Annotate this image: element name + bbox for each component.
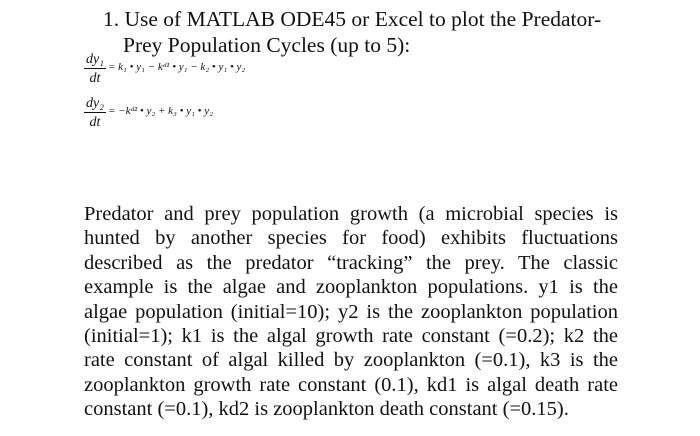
equation-right-side: = k₁ • y₁ − kᵈ¹ • y₁ − k₂ • y₁ • y₂ bbox=[108, 61, 246, 73]
paragraph-line: algae population (initial=10); y2 is the zooplankton population bbox=[84, 300, 618, 323]
paragraph-line: hunted by another species for food) exhibits fluctuations bbox=[84, 227, 618, 250]
derivative-fraction bbox=[84, 96, 106, 130]
description-paragraph bbox=[84, 202, 618, 422]
paragraph-line: constant (=0.1), kd2 is zooplankton death constant (=0.15). bbox=[84, 398, 569, 421]
question-line-1: 1. Use of MATLAB ODE45 or Excel to plot the Predator- bbox=[103, 7, 602, 31]
derivative-fraction bbox=[84, 52, 106, 86]
question-heading bbox=[103, 6, 623, 58]
fraction-denominator: dt bbox=[89, 115, 101, 130]
paragraph-line: zooplankton growth rate constant (0.1), kd1 is algal death rate bbox=[84, 373, 618, 396]
fraction-numerator: dy₁ bbox=[85, 52, 105, 67]
paragraph-line: described as the predator “tracking” the prey. The classic bbox=[84, 251, 618, 274]
fraction-numerator: dy₂ bbox=[85, 96, 105, 111]
fraction-denominator: dt bbox=[89, 71, 101, 86]
equation-right-side: = −kᵈ² • y₂ + k₃ • y₁ • y₂ bbox=[108, 105, 213, 117]
question-line-2: Prey Population Cycles (up to 5): bbox=[123, 33, 411, 57]
paragraph-line: rate constant of algal killed by zooplankton (=0.1), k3 is the bbox=[84, 349, 618, 372]
paragraph-line: Predator and prey population growth (a microbial species is bbox=[84, 203, 618, 225]
paragraph-line: (initial=1); k1 is the algal growth rate constant (=0.2); k2 the bbox=[84, 325, 618, 348]
paragraph-line: example is the algae and zooplankton populations. y1 is the bbox=[84, 276, 618, 299]
